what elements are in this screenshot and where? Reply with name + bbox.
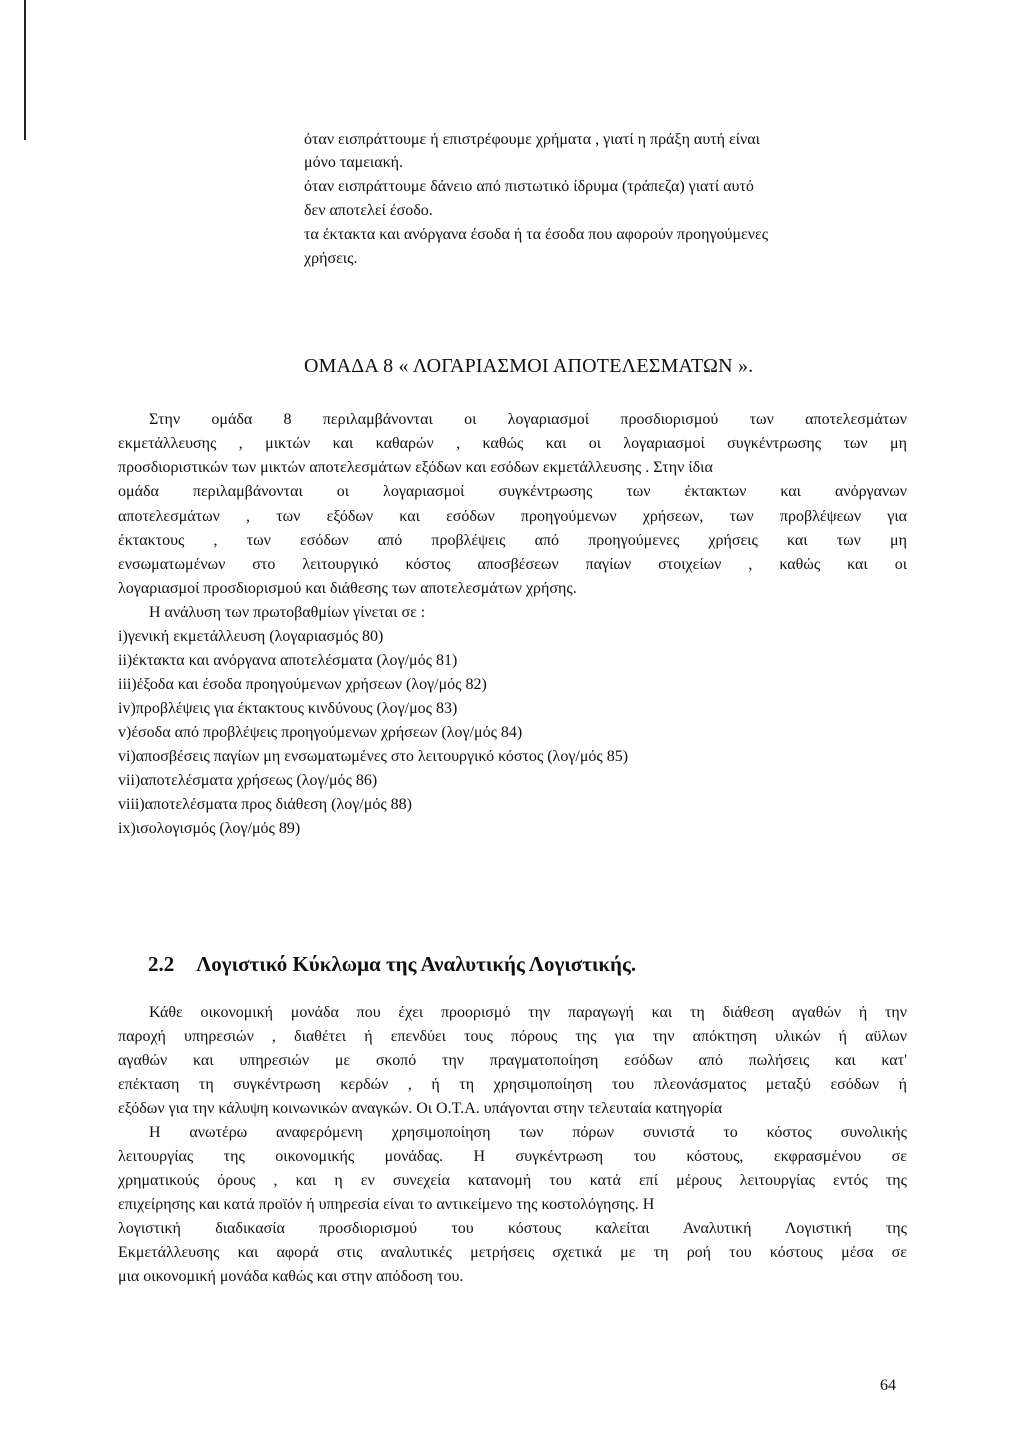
analysis-item: vii)αποτελέσματα χρήσεως (λογ/μός 86): [118, 772, 378, 789]
scan-margin-line: [24, 0, 26, 140]
analysis-intro: Η ανάλυση των πρωτοβαθμίων γίνεται σε :: [149, 604, 426, 621]
top-list-line: τα έκτακτα και ανόργανα έσοδα ή τα έσοδα που αφορούν προηγούμενες: [304, 226, 769, 243]
paragraph-line: αγαθών και υπηρεσιών με σκοπό την πραγματοποίηση εσόδων από πωλήσεις και κατ': [118, 1052, 907, 1069]
paragraph-line: ενσωματωμένων στο λειτουργικό κόστος αποσβέσεων παγίων στοιχείων , καθώς και οι: [118, 556, 907, 573]
paragraph-line: επέκταση τη συγκέντρωση κερδών , ή τη χρησιμοποίηση του πλεονάσματος μεταξύ εσόδων ή: [118, 1076, 907, 1093]
section-heading: [148, 950, 636, 978]
paragraph-line: παροχή υπηρεσιών , διαθέτει ή επενδύει τους πόρους της για την απόκτηση υλικών ή αϋλων: [118, 1028, 907, 1045]
paragraph-line: λειτουργίας της οικονομικής μονάδας. Η συγκέντρωση του κόστους, εκφρασμένου σε: [118, 1148, 907, 1165]
top-list-line: δεν αποτελεί έσοδο.: [304, 202, 433, 219]
paragraph-line: ομάδα περιλαμβάνονται οι λογαριασμοί συγκέντρωσης των έκτακτων και ανόργανων: [118, 483, 907, 500]
paragraph-line: Η ανωτέρω αναφερόμενη χρησιμοποίηση των πόρων συνιστά το κόστος συνολικής: [149, 1124, 907, 1141]
analysis-item: viii)αποτελέσματα προς διάθεση (λογ/μός 88): [118, 796, 412, 813]
analysis-item: ii)έκτακτα και ανόργανα αποτελέσματα (λογ/μός 81): [118, 652, 458, 669]
group-heading: ΟΜΑΔΑ 8 « ΛΟΓΑΡΙΑΣΜΟΙ ΑΠΟΤΕΛΕΣΜΑΤΩΝ ».: [304, 355, 754, 377]
paragraph-line: Στην ομάδα 8 περιλαμβάνονται οι λογαριασμοί προσδιορισμού των αποτελεσμάτων: [149, 411, 907, 428]
analysis-item: v)έσοδα από προβλέψεις προηγούμενων χρήσεων (λογ/μός 84): [118, 724, 523, 741]
top-list-line: όταν εισπράττουμε ή επιστρέφουμε χρήματα , γιατί η πράξη αυτή είναι: [304, 131, 760, 148]
paragraph-line: λογιστική διαδικασία προσδιορισμού του κόστους καλείται Αναλυτική Λογιστική της: [118, 1220, 907, 1237]
paragraph-line: Εκμετάλλευσης και αφορά στις αναλυτικές μετρήσεις σχετικά με τη ροή του κόστους μέσα σε: [118, 1244, 907, 1261]
paragraph-line: μια οικονομική μονάδα καθώς και στην απόδοση του.: [118, 1268, 464, 1285]
paragraph-line: προσδιοριστικών των μικτών αποτελεσμάτων εξόδων και εσόδων εκμετάλλευσης . Στην ίδια: [118, 459, 713, 476]
paragraph-line: εκμετάλλευσης , μικτών και καθαρών , καθώς και οι λογαριασμοί συγκέντρωσης των μη: [118, 435, 907, 452]
analysis-item: ix)ισολογισμός (λογ/μός 89): [118, 820, 301, 837]
paragraph-line: εξόδων για την κάλυψη κοινωνικών αναγκών. Οι Ο.Τ.Α. υπάγονται στην τελευταία κατηγορία: [118, 1100, 723, 1117]
paragraph-line: έκτακτους , των εσόδων από προβλέψεις από προηγούμενες χρήσεις και των μη: [118, 532, 907, 549]
analysis-item: i)γενική εκμετάλλευση (λογαριασμός 80): [118, 628, 384, 645]
top-list-line: χρήσεις.: [304, 250, 358, 267]
paragraph-line: λογαριασμοί προσδιορισμού και διάθεσης των αποτελεσμάτων χρήσης.: [118, 580, 577, 597]
section-title: Λογιστικό Κύκλωμα της Αναλυτικής Λογιστικής.: [196, 952, 637, 976]
paragraph-line: αποτελεσμάτων , των εξόδων και εσόδων προηγούμενων χρήσεων, των προβλέψεων για: [118, 508, 907, 525]
paragraph-line: Κάθε οικονομική μονάδα που έχει προορισμό την παραγωγή και τη διάθεση αγαθών ή την: [149, 1004, 907, 1021]
top-list-line: μόνο ταμειακή.: [304, 154, 404, 171]
analysis-item: vi)αποσβέσεις παγίων μη ενσωματωμένες στο λειτουργικό κόστος (λογ/μός 85): [118, 748, 629, 765]
top-list-line: όταν εισπράττουμε δάνειο από πιστωτικό ίδρυμα (τράπεζα) γιατί αυτό: [304, 178, 754, 195]
analysis-item: iii)έξοδα και έσοδα προηγούμενων χρήσεων (λογ/μός 82): [118, 676, 487, 693]
analysis-item: iv)προβλέψεις για έκτακτους κινδύνους (λογ/μος 83): [118, 700, 458, 717]
paragraph-line: επιχείρησης και κατά προϊόν ή υπηρεσία είναι το αντικείμενο της κοστολόγησης. Η: [118, 1196, 655, 1213]
page-number: 64: [880, 1377, 896, 1394]
paragraph-line: χρηματικούς όρους , και η εν συνεχεία κατανομή του κατά επί μέρους λειτουργίας εντός της: [118, 1172, 907, 1189]
section-number: 2.2: [148, 952, 175, 976]
